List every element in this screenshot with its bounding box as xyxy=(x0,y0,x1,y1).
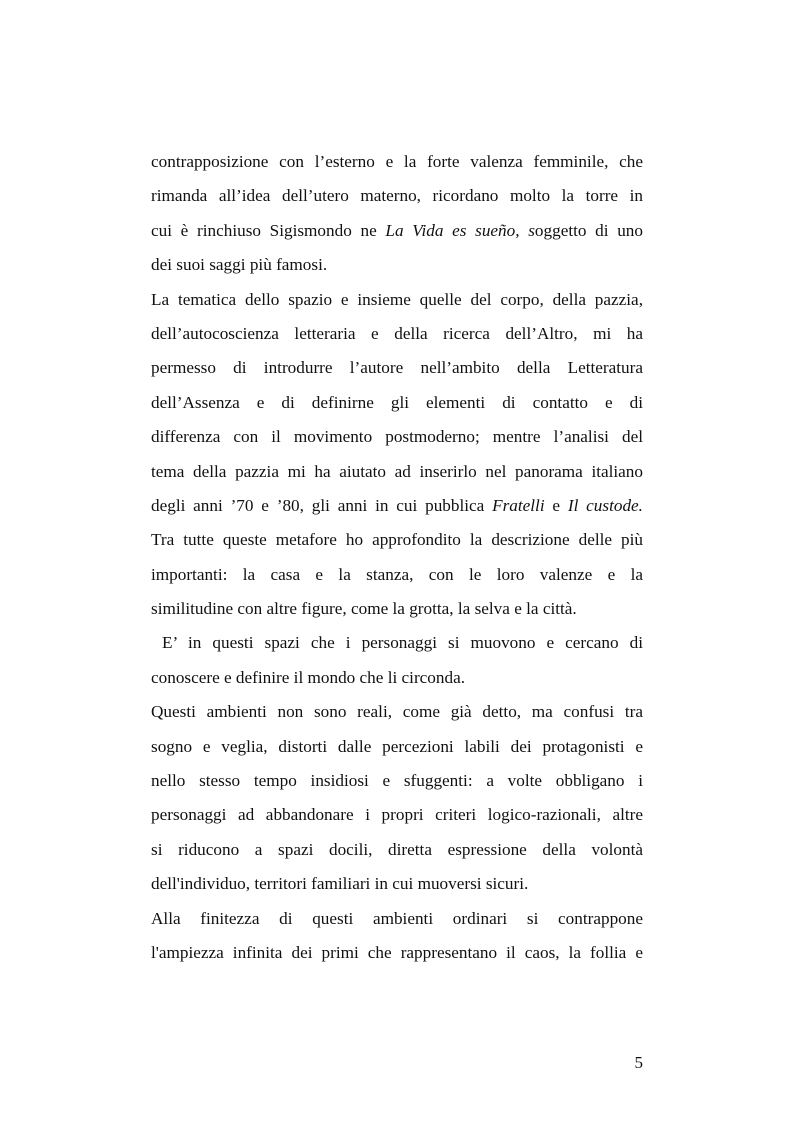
text-segment: differenza con il movimento postmoderno; mentre l’analisi del xyxy=(151,427,643,447)
text-line xyxy=(151,179,643,213)
text-line xyxy=(151,730,643,764)
text-segment: La tematica dello spazio e insieme quelle del corpo, della pazzia, xyxy=(151,289,643,309)
text-segment: similitudine con altre figure, come la grotta, la selva e la città. xyxy=(151,599,577,619)
body-text xyxy=(151,145,643,970)
text-segment: degli anni ’70 e ’80, gli anni in cui pubblica xyxy=(151,495,493,515)
text-line xyxy=(151,764,643,798)
italic-text: Il custode. xyxy=(567,495,643,515)
text-segment: dell'individuo, territori familiari in cui muoversi sicuri. xyxy=(151,874,529,894)
text-segment: Alla finitezza di questi ambienti ordinari si contrappone xyxy=(151,908,643,928)
text-segment: dell’autocoscienza letteraria e della ricerca dell’Altro, mi ha xyxy=(151,323,643,343)
text-line xyxy=(151,626,643,660)
text-line xyxy=(151,489,643,523)
text-segment: Tra tutte queste metafore ho approfondito la descrizione delle più xyxy=(151,530,643,550)
text-line xyxy=(151,386,643,420)
text-line xyxy=(151,592,643,626)
text-line xyxy=(151,902,643,936)
text-line xyxy=(151,248,643,282)
text-line xyxy=(151,833,643,867)
text-line xyxy=(151,523,643,557)
text-segment: nello stesso tempo insidiosi e sfuggenti: a volte obbligano i xyxy=(151,771,643,791)
text-segment: personaggi ad abbandonare i propri criteri logico-razionali, altre xyxy=(151,805,643,825)
text-line xyxy=(151,558,643,592)
text-segment: importanti: la casa e la stanza, con le loro valenze e la xyxy=(151,564,643,584)
text-line xyxy=(151,420,643,454)
text-line xyxy=(151,283,643,317)
text-segment: sogno e veglia, distorti dalle percezioni labili dei protagonisti e xyxy=(151,736,643,756)
text-segment: dei suoi saggi più famosi. xyxy=(151,255,328,275)
text-line xyxy=(151,695,643,729)
text-segment: conoscere e definire il mondo che li circonda. xyxy=(151,667,466,687)
text-line xyxy=(151,867,643,901)
text-segment: oggetto di uno xyxy=(534,220,643,240)
text-segment: rimanda all’idea dell’utero materno, ricordano molto la torre in xyxy=(151,186,643,206)
italic-text: La Vida es sueño, s xyxy=(385,220,535,240)
text-segment: l'ampiezza infinita dei primi che rappresentano il caos, la follia e xyxy=(151,942,643,962)
text-line xyxy=(151,661,643,695)
text-segment: permesso di introdurre l’autore nell’ambito della Letteratura xyxy=(151,358,643,378)
italic-text: Fratelli xyxy=(492,495,545,515)
page-number: 5 xyxy=(634,1053,643,1072)
text-line xyxy=(151,798,643,832)
text-line xyxy=(151,351,643,385)
text-segment: dell’Assenza e di definirne gli elementi di contatto e di xyxy=(151,392,643,412)
text-segment: cui è rinchiuso Sigismondo ne xyxy=(151,220,386,240)
text-line xyxy=(151,455,643,489)
text-line xyxy=(151,936,643,970)
text-line xyxy=(151,214,643,248)
text-line xyxy=(151,317,643,351)
text-segment: Questi ambienti non sono reali, come già detto, ma confusi tra xyxy=(151,702,643,722)
text-segment: e xyxy=(544,495,568,515)
text-segment: si riducono a spazi docili, diretta espressione della volontà xyxy=(151,839,643,859)
text-segment: contrapposizione con l’esterno e la forte valenza femminile, che xyxy=(151,152,643,171)
text-segment: tema della pazzia mi ha aiutato ad inserirlo nel panorama italiano xyxy=(151,461,643,481)
text-line xyxy=(151,145,643,179)
text-segment: E’ in questi spazi che i personaggi si muovono e cercano di xyxy=(151,633,643,653)
